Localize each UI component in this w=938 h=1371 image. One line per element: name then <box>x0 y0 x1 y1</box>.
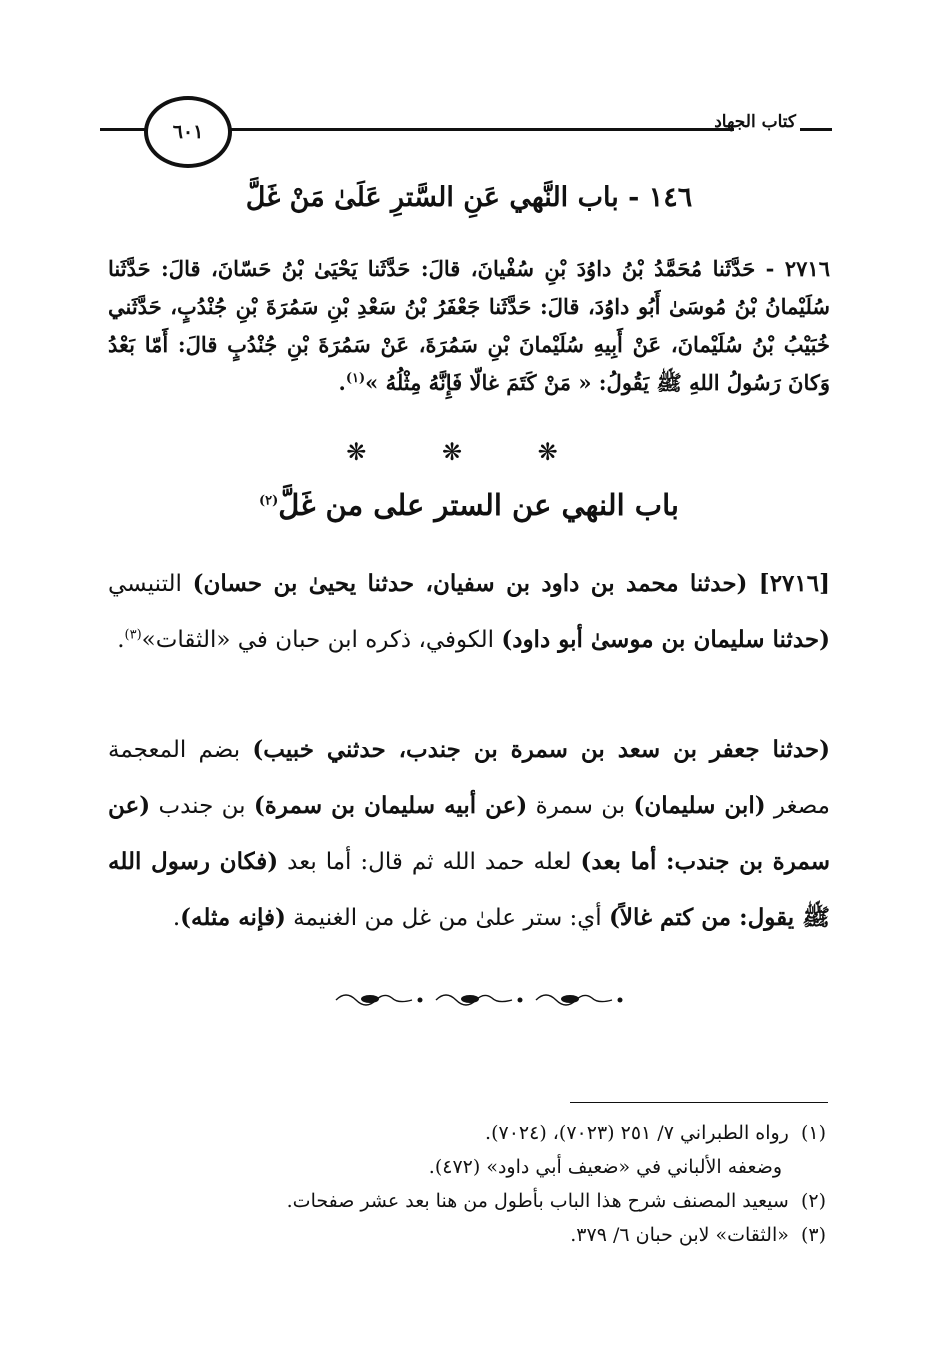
footnotes <box>108 1116 826 1252</box>
footnote-ref-3: (٣) <box>124 627 142 643</box>
footnote-number: (٣) <box>800 1224 826 1246</box>
header-rule-left <box>100 128 148 131</box>
footnote-number: (٢) <box>800 1190 826 1212</box>
hadith-text <box>108 250 830 402</box>
footnote-number: (١) <box>800 1122 826 1144</box>
text-bold: (حدثنا جعفر بن سعد بن سمرة بن جندب، حدثني خبيب) <box>252 736 830 763</box>
text-plain: بن سمرة <box>527 793 634 819</box>
text-bold: (حدثنا سليمان بن موسىٰ أبو داود) <box>501 626 830 653</box>
footnote-text: رواه الطبراني ٧/ ٢٥١ (٧٠٢٣)، (٧٠٢٤). <box>485 1122 789 1144</box>
ornament-divider-icon <box>330 984 630 1014</box>
chapter-heading: ١٤٦ - باب النَّهي عَنِ السَّترِ عَلَىٰ مَنْ غَلَّ <box>245 182 693 213</box>
footnote-ref-1: (١) <box>345 371 366 386</box>
text-bold: (عن سمرة بن جندب: أما بعد) <box>108 792 830 875</box>
footnote-ref-2: (٢) <box>259 493 279 509</box>
hadith-end: . <box>338 370 346 395</box>
commentary-paragraph-1 <box>108 556 830 668</box>
commentary-paragraph-2 <box>108 722 830 946</box>
header-rule-right <box>800 128 832 131</box>
hadith-body: ٢٧١٦ - حَدَّثَنا مُحَمَّدُ بْنُ داوُدَ بْنِ سُفْيانَ، قالَ: حَدَّثَنا يَحْيَىٰ بْنُ حَسّانَ، قالَ: حَدَّثَنا سُلَيْمانُ بْنُ مُوسَىٰ أَبُو داوُدَ، قالَ: حَدَّثَنا جَعْفَرُ بْنُ سَعْدِ بْنِ سَمُرَةَ بْنِ جُنْدُبٍ، حَدَّثَني خُبَيْبُ بْنُ سُلَيْمانَ، عَنْ أَبِيهِ سُلَيْمانَ بْنِ سَمُرَةَ، عَنْ سَمُرَةَ بْنِ جُنْدُبٍ قالَ: أَمّا بَعْدُ وَكانَ رَسُولُ اللهِ ﷺ يَقُولُ: « مَنْ كَتَمَ غالّا فَإِنَّهُ مِثْلُهُ » <box>108 256 830 395</box>
commentary-heading <box>108 488 830 522</box>
text-bold: [٢٧١٦] (حدثنا محمد بن داود بن سفيان، حدثنا يحيىٰ بن حسان) <box>192 570 830 597</box>
footnote-text: «الثقات» لابن حبان ٦/ ٣٧٩. <box>570 1224 789 1246</box>
text-plain: التنيسي <box>108 571 193 597</box>
text-plain: . <box>117 627 125 653</box>
text-plain: بضم المعجمة مصغر <box>108 737 830 819</box>
footnote-1 <box>108 1116 826 1150</box>
commentary-heading-text: باب النهي عن الستر على من غَلَّ <box>278 488 679 522</box>
footnote-2 <box>108 1184 826 1218</box>
footnote-separator <box>570 1102 828 1103</box>
footnote-3 <box>108 1218 826 1252</box>
header-rule-middle <box>228 128 734 131</box>
text-bold: (فإنه مثله) <box>180 904 286 931</box>
text-plain: لعله حمد الله ثم قال: أما بعد <box>278 849 581 875</box>
footnote-text: سيعيد المصنف شرح هذا الباب بأطول من هنا بعد عشر صفحات. <box>286 1190 789 1212</box>
page-number: ٦٠١ <box>144 96 232 168</box>
running-header <box>100 92 832 172</box>
text-plain: الكوفي، ذكره ابن حبان في «الثقات» <box>141 627 502 653</box>
text-bold: (فكان رسول الله ﷺ يقول: من كتم غالاً) <box>108 848 830 931</box>
text-bold: (عن أبيه سليمان بن سمرة) <box>253 792 528 819</box>
text-plain: . <box>172 905 181 931</box>
section-separator: ❋ ❋ ❋ <box>346 438 592 466</box>
text-plain: أي: ستر علىٰ من غل من الغنيمة <box>285 905 609 931</box>
footnote-1-continued <box>108 1150 826 1184</box>
text-bold: (ابن سليمان) <box>633 792 766 819</box>
footnote-text: وضعفه الألباني في «ضعيف أبي داود» (٤٧٢). <box>428 1156 782 1178</box>
text-plain: بن جندب <box>150 793 254 819</box>
book-title: كتاب الجهاد <box>714 112 796 132</box>
